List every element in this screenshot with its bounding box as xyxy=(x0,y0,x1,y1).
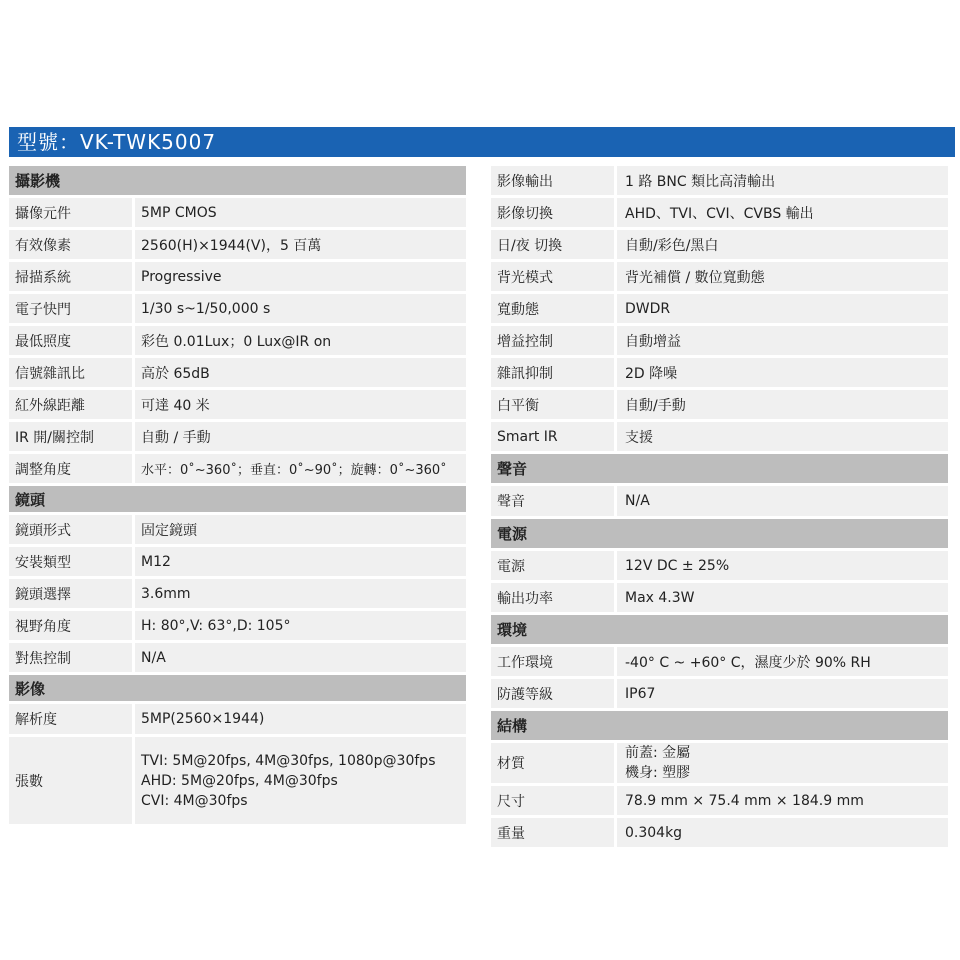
section-lens: 鏡頭 xyxy=(9,486,466,512)
spec-label: 紅外線距離 xyxy=(9,390,132,419)
spec-label: 鏡頭選擇 xyxy=(9,579,132,608)
spec-row xyxy=(9,454,466,483)
spec-label: 電源 xyxy=(491,551,614,580)
spec-label: 視野角度 xyxy=(9,611,132,640)
spec-row xyxy=(491,786,948,815)
spec-value: 5MP(2560×1944) xyxy=(135,704,466,734)
spec-value: DWDR xyxy=(617,294,948,323)
spec-label: 日/夜 切換 xyxy=(491,230,614,259)
spec-label: Smart IR xyxy=(491,422,614,451)
spec-value: 78.9 mm × 75.4 mm × 184.9 mm xyxy=(617,786,948,815)
spec-row xyxy=(491,679,948,708)
spec-row xyxy=(9,611,466,640)
spec-row xyxy=(491,647,948,676)
spec-value: 彩色 0.01Lux；0 Lux@IR on xyxy=(135,326,466,355)
section-camera: 攝影機 xyxy=(9,166,466,195)
spec-row xyxy=(491,294,948,323)
spec-label: 寬動態 xyxy=(491,294,614,323)
spec-row-material xyxy=(491,743,948,783)
spec-value: Max 4.3W xyxy=(617,583,948,612)
spec-value: 12V DC ± 25% xyxy=(617,551,948,580)
spec-row xyxy=(9,390,466,419)
spec-label: 白平衡 xyxy=(491,390,614,419)
section-image: 影像 xyxy=(9,675,466,701)
right-spec-column xyxy=(491,166,948,850)
spec-value: 背光補償 / 數位寬動態 xyxy=(617,262,948,291)
spec-value: AHD、TVI、CVI、CVBS 輸出 xyxy=(617,198,948,227)
material-line: 前蓋: 金屬 xyxy=(625,745,691,761)
spec-row xyxy=(9,294,466,323)
section-structure: 結構 xyxy=(491,711,948,740)
spec-row xyxy=(491,358,948,387)
spec-label: 掃描系統 xyxy=(9,262,132,291)
spec-value: 1/30 s~1/50,000 s xyxy=(135,294,466,323)
spec-value-material xyxy=(617,743,948,783)
spec-row xyxy=(491,818,948,847)
spec-value: 2560(H)×1944(V)，5 百萬 xyxy=(135,230,466,259)
spec-label: 輸出功率 xyxy=(491,583,614,612)
spec-value: 支援 xyxy=(617,422,948,451)
spec-row xyxy=(9,643,466,672)
left-spec-column xyxy=(9,166,466,827)
spec-label: 工作環境 xyxy=(491,647,614,676)
spec-label: 增益控制 xyxy=(491,326,614,355)
spec-value: 3.6mm xyxy=(135,579,466,608)
spec-row xyxy=(9,326,466,355)
spec-label: 信號雜訊比 xyxy=(9,358,132,387)
spec-value: IP67 xyxy=(617,679,948,708)
spec-label: 攝像元件 xyxy=(9,198,132,227)
spec-row xyxy=(9,422,466,451)
spec-row xyxy=(491,390,948,419)
spec-label: IR 開/關控制 xyxy=(9,422,132,451)
spec-value: 自動/手動 xyxy=(617,390,948,419)
spec-label: 雜訊抑制 xyxy=(491,358,614,387)
spec-label: 尺寸 xyxy=(491,786,614,815)
spec-label: 調整角度 xyxy=(9,454,132,483)
spec-row-fps xyxy=(9,737,466,824)
spec-label: 防護等級 xyxy=(491,679,614,708)
spec-row xyxy=(491,326,948,355)
spec-label: 材質 xyxy=(491,743,614,783)
spec-label: 影像切換 xyxy=(491,198,614,227)
model-title: 型號：VK-TWK5007 xyxy=(9,127,955,157)
section-audio: 聲音 xyxy=(491,454,948,483)
spec-row xyxy=(9,704,466,734)
spec-row xyxy=(9,579,466,608)
section-environment: 環境 xyxy=(491,615,948,644)
section-power: 電源 xyxy=(491,519,948,548)
spec-row xyxy=(9,198,466,227)
spec-value: 自動增益 xyxy=(617,326,948,355)
spec-label: 最低照度 xyxy=(9,326,132,355)
spec-value: 高於 65dB xyxy=(135,358,466,387)
fps-line: AHD: 5M@20fps, 4M@30fps xyxy=(141,772,338,789)
spec-label: 重量 xyxy=(491,818,614,847)
material-line: 機身: 塑膠 xyxy=(625,765,691,781)
spec-value-fps xyxy=(135,737,466,824)
spec-value: 1 路 BNC 類比高清輸出 xyxy=(617,166,948,195)
spec-row xyxy=(491,262,948,291)
spec-value: H: 80°,V: 63°,D: 105° xyxy=(135,611,466,640)
spec-row xyxy=(491,486,948,516)
spec-value: 自動/彩色/黑白 xyxy=(617,230,948,259)
spec-label: 影像輸出 xyxy=(491,166,614,195)
spec-value: 可達 40 米 xyxy=(135,390,466,419)
spec-value: M12 xyxy=(135,547,466,576)
spec-label: 解析度 xyxy=(9,704,132,734)
spec-label: 電子快門 xyxy=(9,294,132,323)
spec-row xyxy=(491,198,948,227)
spec-label: 張數 xyxy=(9,737,132,824)
spec-row xyxy=(491,230,948,259)
spec-label: 有效像素 xyxy=(9,230,132,259)
fps-line: TVI: 5M@20fps, 4M@30fps, 1080p@30fps xyxy=(141,752,436,769)
spec-row xyxy=(9,547,466,576)
spec-value: N/A xyxy=(617,486,948,516)
spec-label: 聲音 xyxy=(491,486,614,516)
spec-value: 0.304kg xyxy=(617,818,948,847)
spec-row xyxy=(491,583,948,612)
spec-value: 固定鏡頭 xyxy=(135,515,466,544)
spec-label: 鏡頭形式 xyxy=(9,515,132,544)
spec-value: -40° C ~ +60° C，濕度少於 90% RH xyxy=(617,647,948,676)
spec-value: 水平：0˚~360˚；垂直：0˚~90˚；旋轉：0˚~360˚ xyxy=(135,454,466,483)
spec-label: 背光模式 xyxy=(491,262,614,291)
spec-row xyxy=(9,515,466,544)
spec-row xyxy=(9,262,466,291)
spec-row xyxy=(491,422,948,451)
spec-value: N/A xyxy=(135,643,466,672)
spec-value: Progressive xyxy=(135,262,466,291)
spec-label: 安裝類型 xyxy=(9,547,132,576)
spec-value: 2D 降噪 xyxy=(617,358,948,387)
spec-label: 對焦控制 xyxy=(9,643,132,672)
spec-row xyxy=(491,551,948,580)
spec-value: 自動 / 手動 xyxy=(135,422,466,451)
spec-value: 5MP CMOS xyxy=(135,198,466,227)
spec-row xyxy=(9,358,466,387)
fps-line: CVI: 4M@30fps xyxy=(141,792,248,809)
spec-row xyxy=(9,230,466,259)
spec-row xyxy=(491,166,948,195)
